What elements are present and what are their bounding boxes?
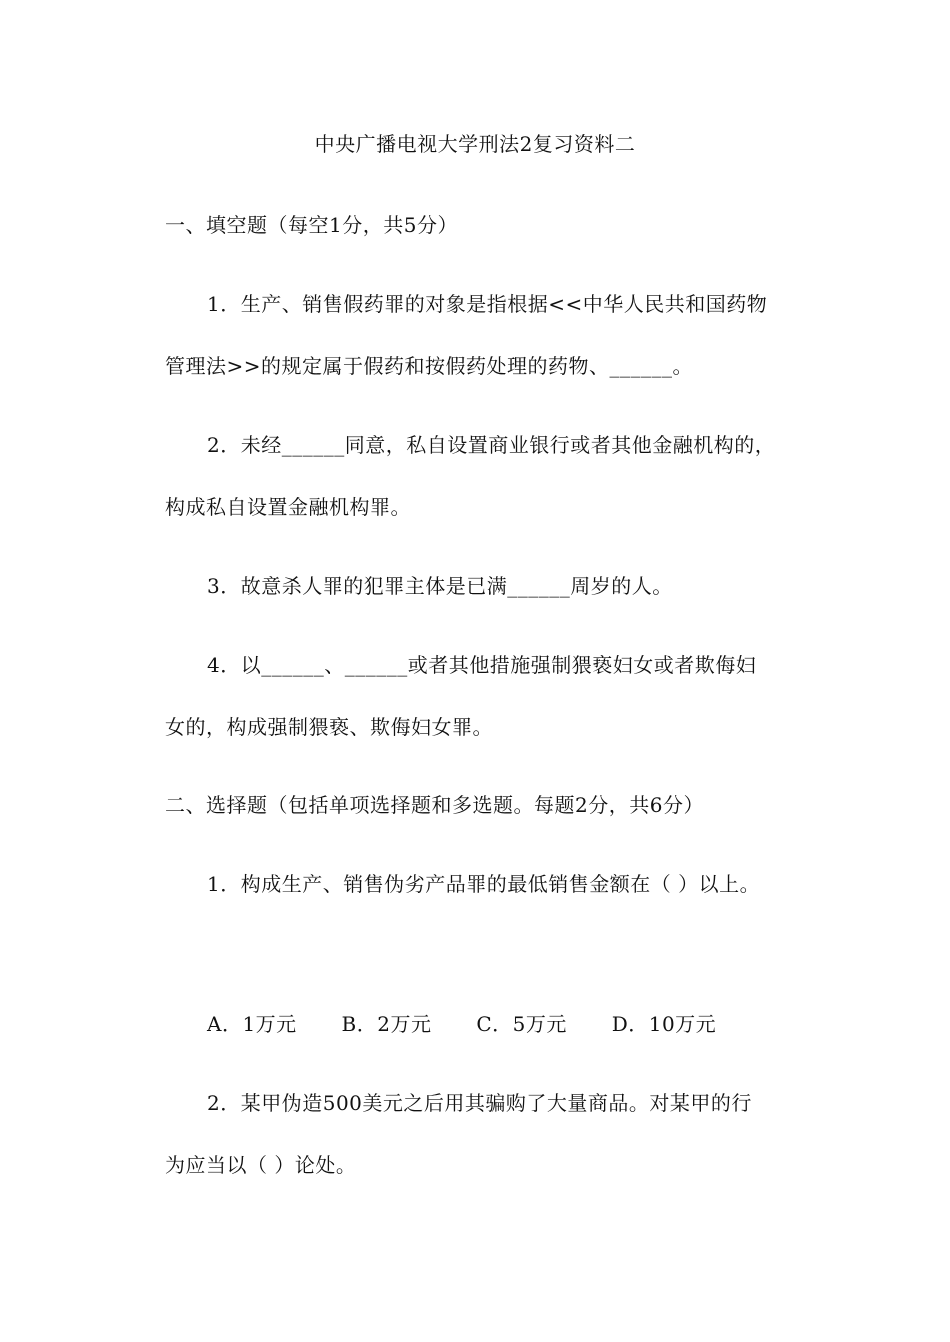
s1-q4-line1: 4．以______、______或者其他措施强制猥亵妇女或者欺侮妇 bbox=[207, 653, 757, 677]
s2-q2-line1: 2．某甲伪造500美元之后用其骗购了大量商品。对某甲的行 bbox=[207, 1091, 752, 1115]
s2-q1-options bbox=[207, 1011, 754, 1037]
option-a: A．1万元 bbox=[207, 1012, 297, 1036]
option-b: B．2万元 bbox=[341, 1012, 432, 1036]
option-d: D．10万元 bbox=[611, 1012, 717, 1036]
s1-q1-line2: 管理法>>的规定属于假药和按假药处理的药物、______。 bbox=[165, 354, 694, 378]
s1-q2-line1: 2．未经______同意，私自设置商业银行或者其他金融机构的， bbox=[207, 433, 776, 457]
s1-q1-line1: 1．生产、销售假药罪的对象是指根据<<中华人民共和国药物 bbox=[207, 292, 768, 316]
section2-heading: 二、选择题（包括单项选择题和多选题。每题2分，共6分） bbox=[165, 793, 704, 817]
s1-q4-line2: 女的，构成强制猥亵、欺侮妇女罪。 bbox=[165, 715, 493, 739]
s2-q2-line2: 为应当以（ ）论处。 bbox=[165, 1153, 357, 1177]
document-title: 中央广播电视大学刑法2复习资料二 bbox=[314, 132, 636, 156]
s1-q3-line1: 3．故意杀人罪的犯罪主体是已满______周岁的人。 bbox=[207, 574, 673, 598]
s2-q1-line1: 1．构成生产、销售伪劣产品罪的最低销售金额在（ ）以上。 bbox=[207, 872, 761, 896]
option-c: C．5万元 bbox=[476, 1012, 567, 1036]
section1-heading: 一、填空题（每空1分，共5分） bbox=[165, 213, 458, 237]
s1-q2-line2: 构成私自设置金融机构罪。 bbox=[165, 495, 411, 519]
